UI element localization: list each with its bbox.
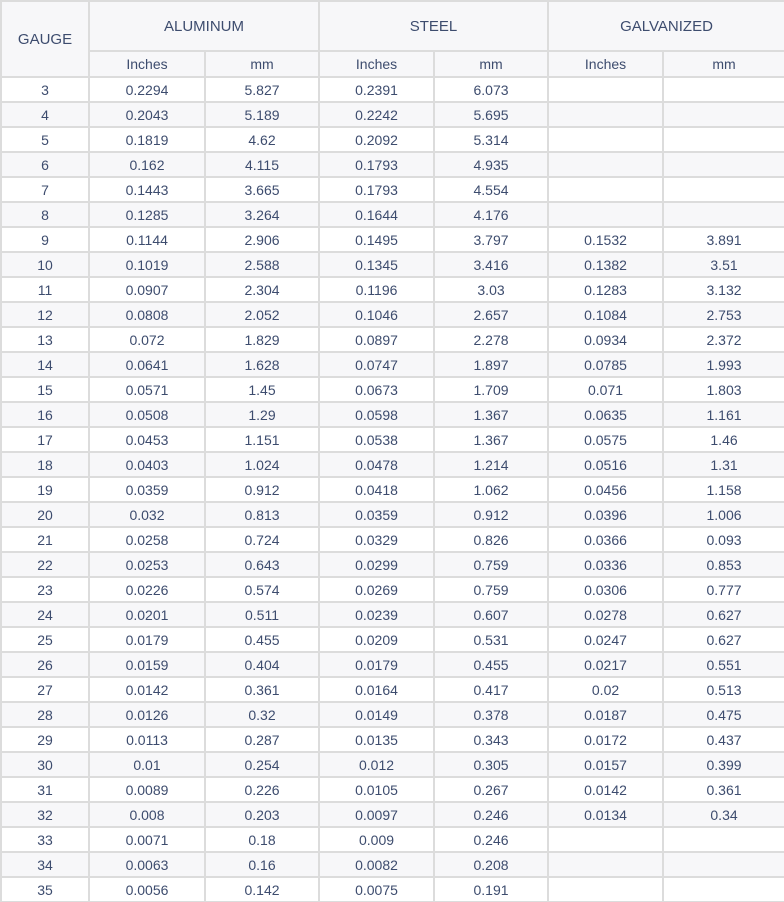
steel-inches-cell: 0.0478: [319, 452, 434, 477]
galvanized-inches-cell: 0.0366: [548, 527, 663, 552]
table-row: [1, 527, 784, 552]
steel-mm-cell: 0.343: [434, 727, 548, 752]
galvanized-inches-cell: 0.1382: [548, 252, 663, 277]
aluminum-inches-cell: 0.0453: [89, 427, 205, 452]
steel-mm-cell: 4.176: [434, 202, 548, 227]
galvanized-inches-cell: 0.02: [548, 677, 663, 702]
aluminum-mm-cell: 0.18: [205, 827, 319, 852]
galvanized-inches-cell: 0.1084: [548, 302, 663, 327]
galvanized-inches-cell: 0.0575: [548, 427, 663, 452]
table-row: [1, 552, 784, 577]
gauge-cell: 21: [1, 527, 89, 552]
steel-inches-cell: 0.0747: [319, 352, 434, 377]
aluminum-mm-cell: 1.628: [205, 352, 319, 377]
aluminum-inches-cell: 0.008: [89, 802, 205, 827]
steel-inches-cell: 0.1644: [319, 202, 434, 227]
steel-mm-cell: 1.367: [434, 427, 548, 452]
galvanized-inches-cell: [548, 177, 663, 202]
gauge-cell: 3: [1, 77, 89, 102]
galvanized-inches-cell: 0.0217: [548, 652, 663, 677]
steel-inches-cell: 0.0359: [319, 502, 434, 527]
galvanized-inches-cell: 0.0157: [548, 752, 663, 777]
steel-mm-cell: 1.367: [434, 402, 548, 427]
steel-inches-cell: 0.1793: [319, 177, 434, 202]
galvanized-mm-cell: [663, 177, 784, 202]
table-row: [1, 827, 784, 852]
aluminum-inches-cell: 0.0113: [89, 727, 205, 752]
gauge-cell: 23: [1, 577, 89, 602]
aluminum-mm-cell: 0.455: [205, 627, 319, 652]
gauge-cell: 26: [1, 652, 89, 677]
steel-inches-cell: 0.0082: [319, 852, 434, 877]
gauge-cell: 18: [1, 452, 89, 477]
steel-mm-cell: 6.073: [434, 77, 548, 102]
galvanized-inches-cell: [548, 102, 663, 127]
steel-inches-cell: 0.0149: [319, 702, 434, 727]
aluminum-mm-cell: 2.304: [205, 277, 319, 302]
steel-mm-cell: 0.246: [434, 802, 548, 827]
aluminum-inches-cell: 0.0226: [89, 577, 205, 602]
galvanized-inches-cell: 0.0934: [548, 327, 663, 352]
galvanized-inches-cell: [548, 202, 663, 227]
galvanized-mm-cell: 0.627: [663, 602, 784, 627]
aluminum-mm-cell: 3.665: [205, 177, 319, 202]
aluminum-mm-cell: 0.16: [205, 852, 319, 877]
table-row: [1, 352, 784, 377]
steel-mm-cell: 3.416: [434, 252, 548, 277]
galvanized-mm-cell: 1.006: [663, 502, 784, 527]
galvanized-mm-cell: [663, 77, 784, 102]
steel-mm-cell: 0.759: [434, 552, 548, 577]
galvanized-mm-cell: [663, 852, 784, 877]
aluminum-inches-cell: 0.2294: [89, 77, 205, 102]
subheader-steel-mm: mm: [434, 51, 548, 77]
gauge-cell: 31: [1, 777, 89, 802]
aluminum-inches-cell: 0.2043: [89, 102, 205, 127]
steel-inches-cell: 0.0179: [319, 652, 434, 677]
steel-mm-cell: 5.695: [434, 102, 548, 127]
galvanized-inches-cell: 0.1283: [548, 277, 663, 302]
steel-mm-cell: 0.208: [434, 852, 548, 877]
steel-inches-cell: 0.0105: [319, 777, 434, 802]
table-row: [1, 227, 784, 252]
steel-mm-cell: 0.912: [434, 502, 548, 527]
gauge-cell: 27: [1, 677, 89, 702]
steel-inches-cell: 0.2242: [319, 102, 434, 127]
steel-mm-cell: 0.305: [434, 752, 548, 777]
steel-mm-cell: 0.417: [434, 677, 548, 702]
subheader-aluminum-mm: mm: [205, 51, 319, 77]
gauge-cell: 32: [1, 802, 89, 827]
galvanized-inches-cell: 0.1532: [548, 227, 663, 252]
table-row: [1, 277, 784, 302]
aluminum-inches-cell: 0.0403: [89, 452, 205, 477]
sub-header-row: [1, 51, 784, 77]
galvanized-mm-cell: 1.31: [663, 452, 784, 477]
gauge-cell: 14: [1, 352, 89, 377]
aluminum-mm-cell: 0.361: [205, 677, 319, 702]
table-row: [1, 677, 784, 702]
galvanized-inches-cell: 0.0172: [548, 727, 663, 752]
table-row: [1, 377, 784, 402]
aluminum-mm-cell: 2.588: [205, 252, 319, 277]
gauge-cell: 11: [1, 277, 89, 302]
gauge-cell: 34: [1, 852, 89, 877]
gauge-cell: 16: [1, 402, 89, 427]
aluminum-inches-cell: 0.0359: [89, 477, 205, 502]
aluminum-inches-cell: 0.162: [89, 152, 205, 177]
aluminum-inches-cell: 0.0258: [89, 527, 205, 552]
aluminum-mm-cell: 1.829: [205, 327, 319, 352]
aluminum-mm-cell: 3.264: [205, 202, 319, 227]
group-header-row: [1, 1, 784, 51]
aluminum-mm-cell: 0.813: [205, 502, 319, 527]
galvanized-inches-cell: 0.0278: [548, 602, 663, 627]
steel-inches-cell: 0.0418: [319, 477, 434, 502]
table-row: [1, 102, 784, 127]
table-row: [1, 727, 784, 752]
gauge-cell: 35: [1, 877, 89, 902]
galvanized-inches-cell: [548, 152, 663, 177]
aluminum-mm-cell: 1.024: [205, 452, 319, 477]
aluminum-mm-cell: 0.643: [205, 552, 319, 577]
gauge-cell: 5: [1, 127, 89, 152]
table-row: [1, 327, 784, 352]
steel-mm-cell: 5.314: [434, 127, 548, 152]
galvanized-inches-cell: [548, 852, 663, 877]
galvanized-inches-cell: 0.0635: [548, 402, 663, 427]
table-row: [1, 852, 784, 877]
gauge-cell: 8: [1, 202, 89, 227]
table-row: [1, 802, 784, 827]
galvanized-inches-cell: 0.0785: [548, 352, 663, 377]
aluminum-inches-cell: 0.0253: [89, 552, 205, 577]
table-row: [1, 652, 784, 677]
galvanized-mm-cell: 1.993: [663, 352, 784, 377]
galvanized-inches-cell: 0.0396: [548, 502, 663, 527]
aluminum-inches-cell: 0.0089: [89, 777, 205, 802]
steel-inches-cell: 0.1495: [319, 227, 434, 252]
galvanized-mm-cell: [663, 827, 784, 852]
table-row: [1, 752, 784, 777]
steel-inches-cell: 0.0538: [319, 427, 434, 452]
subheader-galvanized-mm: mm: [663, 51, 784, 77]
gauge-cell: 22: [1, 552, 89, 577]
aluminum-mm-cell: 0.142: [205, 877, 319, 902]
steel-inches-cell: 0.0135: [319, 727, 434, 752]
aluminum-inches-cell: 0.0201: [89, 602, 205, 627]
galvanized-inches-cell: 0.0516: [548, 452, 663, 477]
aluminum-mm-cell: 4.115: [205, 152, 319, 177]
steel-mm-cell: 3.797: [434, 227, 548, 252]
galvanized-mm-cell: 0.627: [663, 627, 784, 652]
steel-mm-cell: 2.657: [434, 302, 548, 327]
aluminum-inches-cell: 0.1144: [89, 227, 205, 252]
steel-inches-cell: 0.0164: [319, 677, 434, 702]
aluminum-inches-cell: 0.1443: [89, 177, 205, 202]
galvanized-inches-cell: 0.0456: [548, 477, 663, 502]
table-header: [1, 1, 784, 77]
galvanized-mm-cell: 1.803: [663, 377, 784, 402]
steel-mm-cell: 1.062: [434, 477, 548, 502]
steel-mm-cell: 0.826: [434, 527, 548, 552]
steel-mm-cell: 2.278: [434, 327, 548, 352]
galvanized-inches-cell: [548, 877, 663, 902]
steel-inches-cell: 0.2092: [319, 127, 434, 152]
aluminum-mm-cell: 1.45: [205, 377, 319, 402]
steel-inches-cell: 0.1345: [319, 252, 434, 277]
steel-inches-cell: 0.0269: [319, 577, 434, 602]
galvanized-mm-cell: 1.161: [663, 402, 784, 427]
galvanized-mm-cell: 2.753: [663, 302, 784, 327]
steel-inches-cell: 0.0209: [319, 627, 434, 652]
galvanized-mm-cell: 1.158: [663, 477, 784, 502]
aluminum-mm-cell: 0.226: [205, 777, 319, 802]
aluminum-inches-cell: 0.032: [89, 502, 205, 527]
steel-inches-cell: 0.0329: [319, 527, 434, 552]
gauge-cell: 15: [1, 377, 89, 402]
aluminum-inches-cell: 0.0571: [89, 377, 205, 402]
gauge-cell: 20: [1, 502, 89, 527]
aluminum-inches-cell: 0.1019: [89, 252, 205, 277]
aluminum-mm-cell: 0.724: [205, 527, 319, 552]
steel-inches-cell: 0.1046: [319, 302, 434, 327]
subheader-steel-inches: Inches: [319, 51, 434, 77]
table-row: [1, 877, 784, 902]
table-row: [1, 202, 784, 227]
steel-mm-cell: 0.607: [434, 602, 548, 627]
galvanized-mm-cell: 2.372: [663, 327, 784, 352]
galvanized-mm-cell: 3.891: [663, 227, 784, 252]
aluminum-mm-cell: 0.404: [205, 652, 319, 677]
galvanized-mm-cell: 1.46: [663, 427, 784, 452]
aluminum-mm-cell: 0.32: [205, 702, 319, 727]
gauge-cell: 13: [1, 327, 89, 352]
aluminum-mm-cell: 4.62: [205, 127, 319, 152]
gauge-cell: 30: [1, 752, 89, 777]
aluminum-inches-cell: 0.0063: [89, 852, 205, 877]
steel-inches-cell: 0.0097: [319, 802, 434, 827]
steel-mm-cell: 1.709: [434, 377, 548, 402]
aluminum-inches-cell: 0.1819: [89, 127, 205, 152]
steel-inches-cell: 0.0239: [319, 602, 434, 627]
gauge-cell: 12: [1, 302, 89, 327]
steel-mm-cell: 4.935: [434, 152, 548, 177]
header-steel: STEEL: [319, 1, 548, 51]
gauge-cell: 17: [1, 427, 89, 452]
steel-mm-cell: 1.214: [434, 452, 548, 477]
steel-inches-cell: 0.1793: [319, 152, 434, 177]
steel-inches-cell: 0.012: [319, 752, 434, 777]
aluminum-mm-cell: 5.189: [205, 102, 319, 127]
galvanized-mm-cell: 0.399: [663, 752, 784, 777]
table-row: [1, 252, 784, 277]
steel-mm-cell: 0.267: [434, 777, 548, 802]
galvanized-inches-cell: 0.071: [548, 377, 663, 402]
gauge-cell: 19: [1, 477, 89, 502]
galvanized-inches-cell: [548, 827, 663, 852]
galvanized-inches-cell: [548, 77, 663, 102]
gauge-cell: 7: [1, 177, 89, 202]
gauge-cell: 28: [1, 702, 89, 727]
steel-mm-cell: 3.03: [434, 277, 548, 302]
steel-inches-cell: 0.0598: [319, 402, 434, 427]
aluminum-inches-cell: 0.0159: [89, 652, 205, 677]
galvanized-mm-cell: [663, 127, 784, 152]
header-gauge: GAUGE: [1, 1, 89, 77]
table-row: [1, 502, 784, 527]
aluminum-inches-cell: 0.0126: [89, 702, 205, 727]
aluminum-mm-cell: 0.574: [205, 577, 319, 602]
galvanized-inches-cell: 0.0306: [548, 577, 663, 602]
table-row: [1, 577, 784, 602]
gauge-cell: 24: [1, 602, 89, 627]
aluminum-inches-cell: 0.0508: [89, 402, 205, 427]
aluminum-mm-cell: 0.912: [205, 477, 319, 502]
table-row: [1, 477, 784, 502]
table-row: [1, 152, 784, 177]
table-row: [1, 602, 784, 627]
galvanized-mm-cell: 0.34: [663, 802, 784, 827]
galvanized-inches-cell: [548, 127, 663, 152]
table-row: [1, 627, 784, 652]
steel-inches-cell: 0.2391: [319, 77, 434, 102]
gauge-cell: 6: [1, 152, 89, 177]
galvanized-mm-cell: [663, 102, 784, 127]
aluminum-mm-cell: 5.827: [205, 77, 319, 102]
gauge-cell: 10: [1, 252, 89, 277]
gauge-cell: 29: [1, 727, 89, 752]
subheader-aluminum-inches: Inches: [89, 51, 205, 77]
galvanized-inches-cell: 0.0247: [548, 627, 663, 652]
steel-mm-cell: 1.897: [434, 352, 548, 377]
aluminum-inches-cell: 0.01: [89, 752, 205, 777]
aluminum-inches-cell: 0.0179: [89, 627, 205, 652]
galvanized-mm-cell: [663, 152, 784, 177]
galvanized-inches-cell: 0.0336: [548, 552, 663, 577]
galvanized-mm-cell: 0.437: [663, 727, 784, 752]
steel-mm-cell: 0.378: [434, 702, 548, 727]
table-row: [1, 777, 784, 802]
aluminum-mm-cell: 0.203: [205, 802, 319, 827]
steel-inches-cell: 0.0673: [319, 377, 434, 402]
aluminum-inches-cell: 0.0071: [89, 827, 205, 852]
aluminum-mm-cell: 2.052: [205, 302, 319, 327]
galvanized-mm-cell: 0.093: [663, 527, 784, 552]
steel-mm-cell: 0.531: [434, 627, 548, 652]
table-row: [1, 127, 784, 152]
galvanized-mm-cell: 0.551: [663, 652, 784, 677]
galvanized-mm-cell: 0.777: [663, 577, 784, 602]
steel-inches-cell: 0.009: [319, 827, 434, 852]
gauge-cell: 25: [1, 627, 89, 652]
aluminum-mm-cell: 0.254: [205, 752, 319, 777]
table-row: [1, 402, 784, 427]
galvanized-mm-cell: 0.361: [663, 777, 784, 802]
steel-mm-cell: 0.455: [434, 652, 548, 677]
galvanized-mm-cell: 0.475: [663, 702, 784, 727]
galvanized-mm-cell: [663, 202, 784, 227]
aluminum-mm-cell: 0.511: [205, 602, 319, 627]
steel-mm-cell: 4.554: [434, 177, 548, 202]
gauge-cell: 33: [1, 827, 89, 852]
table-row: [1, 702, 784, 727]
aluminum-inches-cell: 0.0641: [89, 352, 205, 377]
galvanized-mm-cell: 0.853: [663, 552, 784, 577]
steel-inches-cell: 0.0299: [319, 552, 434, 577]
aluminum-mm-cell: 1.151: [205, 427, 319, 452]
table-body: [1, 77, 784, 902]
galvanized-mm-cell: [663, 877, 784, 902]
steel-mm-cell: 0.191: [434, 877, 548, 902]
gauge-cell: 4: [1, 102, 89, 127]
subheader-galvanized-inches: Inches: [548, 51, 663, 77]
steel-inches-cell: 0.0075: [319, 877, 434, 902]
galvanized-mm-cell: 3.51: [663, 252, 784, 277]
gauge-cell: 9: [1, 227, 89, 252]
steel-mm-cell: 0.246: [434, 827, 548, 852]
galvanized-mm-cell: 0.513: [663, 677, 784, 702]
steel-mm-cell: 0.759: [434, 577, 548, 602]
aluminum-inches-cell: 0.0907: [89, 277, 205, 302]
galvanized-mm-cell: 3.132: [663, 277, 784, 302]
galvanized-inches-cell: 0.0134: [548, 802, 663, 827]
table-row: [1, 427, 784, 452]
aluminum-inches-cell: 0.1285: [89, 202, 205, 227]
header-galvanized: GALVANIZED: [548, 1, 784, 51]
table-row: [1, 302, 784, 327]
aluminum-mm-cell: 2.906: [205, 227, 319, 252]
steel-inches-cell: 0.1196: [319, 277, 434, 302]
table-row: [1, 77, 784, 102]
steel-inches-cell: 0.0897: [319, 327, 434, 352]
aluminum-mm-cell: 0.287: [205, 727, 319, 752]
aluminum-mm-cell: 1.29: [205, 402, 319, 427]
aluminum-inches-cell: 0.072: [89, 327, 205, 352]
galvanized-inches-cell: 0.0187: [548, 702, 663, 727]
header-aluminum: ALUMINUM: [89, 1, 319, 51]
aluminum-inches-cell: 0.0808: [89, 302, 205, 327]
table-row: [1, 452, 784, 477]
aluminum-inches-cell: 0.0056: [89, 877, 205, 902]
galvanized-inches-cell: 0.0142: [548, 777, 663, 802]
aluminum-inches-cell: 0.0142: [89, 677, 205, 702]
table-row: [1, 177, 784, 202]
